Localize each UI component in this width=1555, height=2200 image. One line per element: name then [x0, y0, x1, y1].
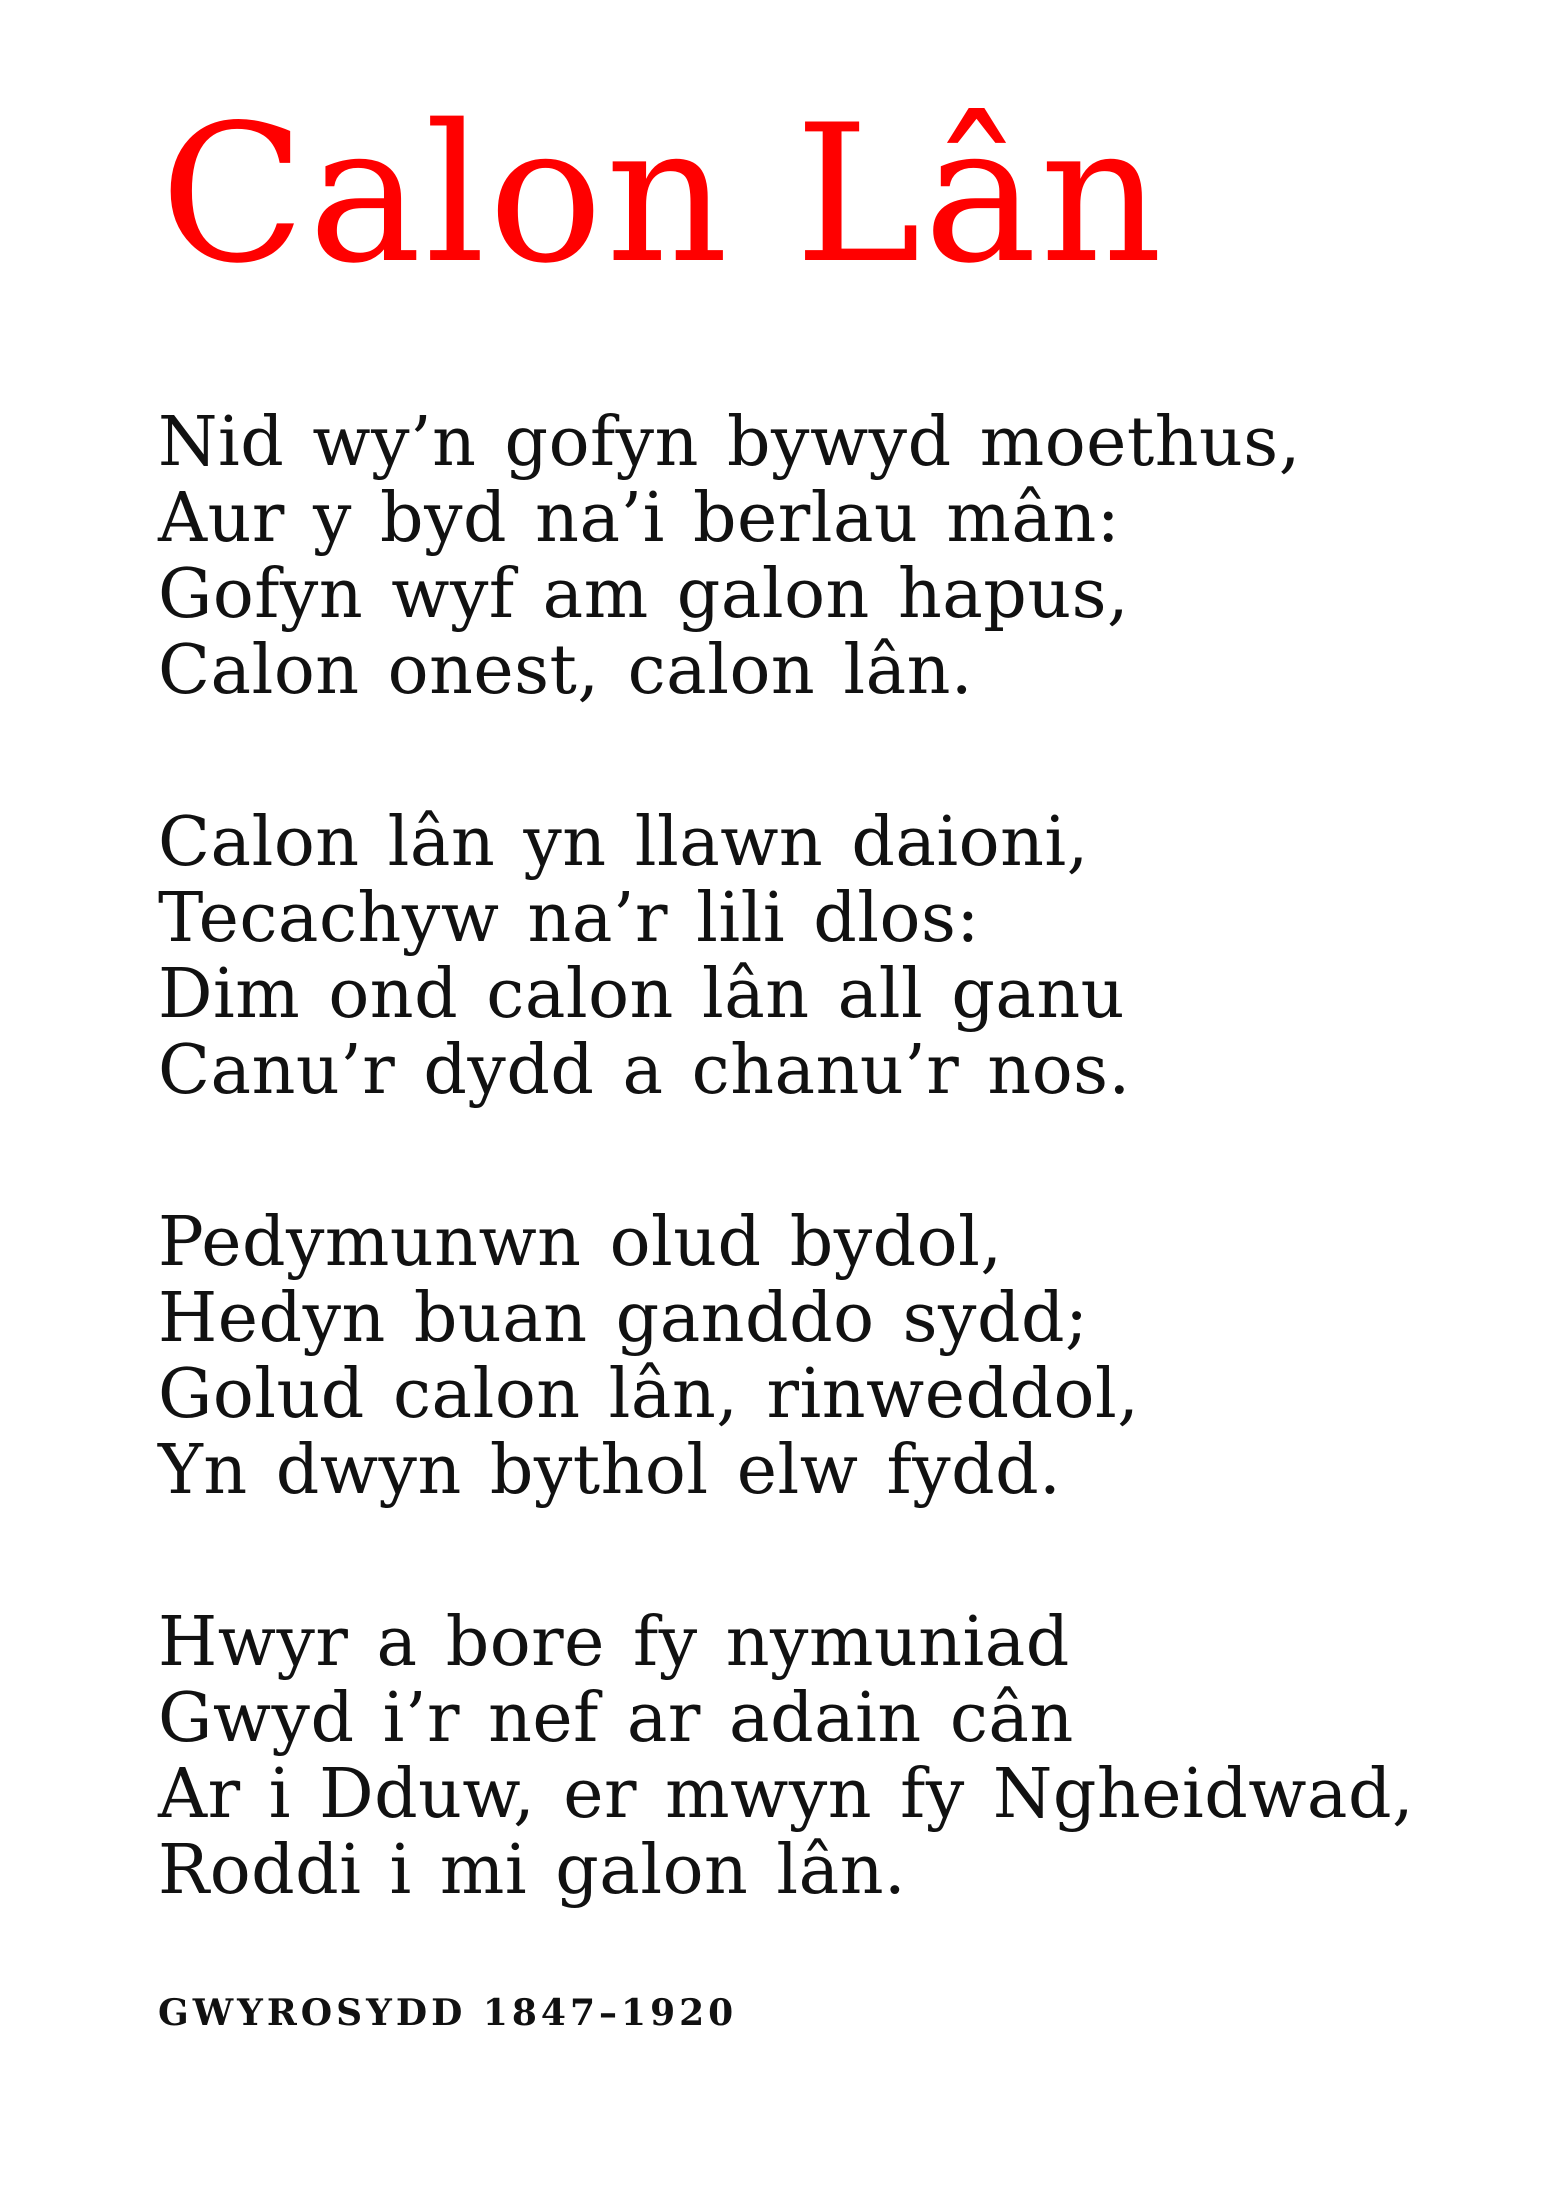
poem-body	[158, 405, 1458, 2005]
poem-line: Tecachyw na’r lili dlos:	[158, 879, 980, 958]
stanza-3	[158, 1205, 1458, 1509]
poem-line: Gofyn wyf am galon hapus,	[158, 555, 1130, 634]
author-credit: GWYROSYDD 1847–1920	[158, 1992, 738, 2034]
poem-line: Pedymunwn olud bydol,	[158, 1203, 1003, 1282]
poem-line: Roddi i mi galon lân.	[158, 1831, 907, 1910]
poem-line: Calon lân yn llawn daioni,	[158, 803, 1089, 882]
poem-line: Dim ond calon lân all ganu	[158, 955, 1125, 1034]
poem-line: Ar i Dduw, er mwyn fy Ngheidwad,	[158, 1755, 1415, 1834]
stanza-2	[158, 805, 1458, 1109]
poem-line: Hwyr a bore fy nymuniad	[158, 1603, 1070, 1682]
poem-line: Golud calon lân, rinweddol,	[158, 1355, 1140, 1434]
poem-line: Hedyn buan ganddo sydd;	[158, 1279, 1089, 1358]
poem-line: Yn dwyn bythol elw fydd.	[158, 1431, 1062, 1510]
poem-line: Nid wy’n gofyn bywyd moethus,	[158, 403, 1301, 482]
stanza-1	[158, 405, 1458, 709]
poem-title: Calon Lân	[160, 84, 1166, 305]
poem-line: Aur y byd na’i berlau mân:	[158, 479, 1121, 558]
stanza-4	[158, 1605, 1458, 1909]
poem-line: Canu’r dydd a chanu’r nos.	[158, 1031, 1131, 1110]
poem-line: Gwyd i’r nef ar adain cân	[158, 1679, 1074, 1758]
poem-line: Calon onest, calon lân.	[158, 631, 974, 710]
